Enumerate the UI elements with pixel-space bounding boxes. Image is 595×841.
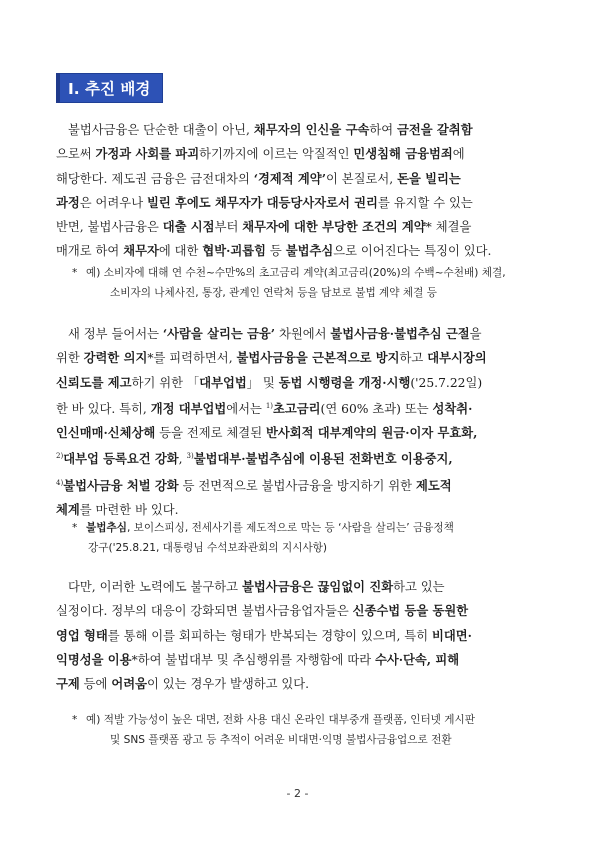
footnote-contract-example: * 예) 소비자에 대해 연 수천~수만%의 초고금리 계약(최고금리(20%)의 수백~수천배) 체결, 소비자의 나체사진, 통장, 관계인 연락처 등을 담보로 불법 계약 체결 등 [72, 267, 506, 299]
text-line: 영업 형태를 통해 이를 회피하는 형태가 반복되는 경향이 있으며, 특히 비대면· [56, 627, 472, 643]
paragraph-new-government-policy [56, 322, 540, 522]
text-line: 체계를 마련한 바 있다. [56, 502, 179, 518]
page-number: - 2 - [286, 787, 309, 800]
text-line: 익명성을 이용*하여 불법대부 및 추심행위를 자행함에 따라 수사·단속, 피해 [56, 651, 460, 667]
text-line: 실정이다. 정부의 대응이 강화되면 불법사금융업자들은 신종수법 등을 동원한 [56, 603, 469, 619]
text-line: 불법사금융은 단순한 대출이 아닌, 채무자의 인신을 구속하여 금전을 갈취함 [68, 122, 473, 137]
text-line: 과정은 어려우나 빌린 후에도 채무자가 대등당사자로서 권리를 유지할 수 있는 [56, 194, 473, 210]
text-line: 반면, 불법사금융은 대출 시점부터 채무자에 대한 부당한 조건의 계약* 체결을 [56, 219, 472, 235]
text-line: 신뢰도를 제고하기 위한 「대부업법」 및 동법 시행령을 개정·시행('25.7.22일) [56, 374, 483, 390]
footnote-president-instruction: * 불법추심, 보이스피싱, 전세사기를 제도적으로 막는 등 ‘사람을 살리는’ 금융정책 강구('25.8.21, 대통령님 수석보좌관회의 지시사항) [72, 522, 454, 554]
text-line: 인신매매·신체상해 등을 전제로 체결된 반사회적 대부계약의 원금·이자 무효화, [56, 425, 478, 441]
paragraph-background-intro [56, 118, 540, 264]
text-line: 해당한다. 제도권 금융은 금전대차의 ‘경제적 계약’이 본질로서, 돈을 빌리는 [56, 170, 461, 186]
section-title: Ⅰ. 추진 배경 [60, 73, 163, 103]
paragraph-evolving-illegal-finance [56, 575, 540, 696]
text-line: $^{2)}$대부업 등록요건 강화, $^{3)}$불법대부·불법추심에 이용된 전화번호 이용중지, [56, 451, 453, 467]
text-line: 위한 강력한 의지*를 피력하면서, 불법사금융을 근본적으로 방지하고 대부시장의 [56, 350, 487, 366]
text-line: 매개로 하여 채무자에 대한 협박·괴롭힘 등 불법추심으로 이어진다는 특징이 있다. [56, 243, 492, 259]
section-header [56, 73, 163, 103]
text-line: 한 바 있다. 특히, 개정 대부업법에서는 $^{1)}$초고금리(연 60% 초과) 또는 성착취· [56, 400, 473, 416]
footnote-online-platform-example: * 예) 적발 가능성이 높은 대면, 전화 사용 대신 온라인 대부중개 플랫폼, 인터넷 게시판 및 SNS 플랫폼 광고 등 추적이 어려운 비대면·익명 불법사금융업으로 전환 [72, 714, 475, 746]
text-line: $^{4)}$불법사금융 처벌 강화 등 전면적으로 불법사금융을 방지하기 위한 제도적 [56, 477, 452, 493]
text-line: 구제 등에 어려움이 있는 경우가 발생하고 있다. [56, 676, 310, 692]
text-line: 다만, 이러한 노력에도 불구하고 불법사금융은 끊임없이 진화하고 있는 [68, 579, 445, 594]
text-line: 새 정부 들어서는 ‘사람을 살리는 금융’ 차원에서 불법사금융·불법추심 근절을 [68, 326, 482, 341]
text-line: 으로써 가정과 사회를 파괴하기까지에 이르는 악질적인 민생침해 금융범죄에 [56, 146, 465, 162]
